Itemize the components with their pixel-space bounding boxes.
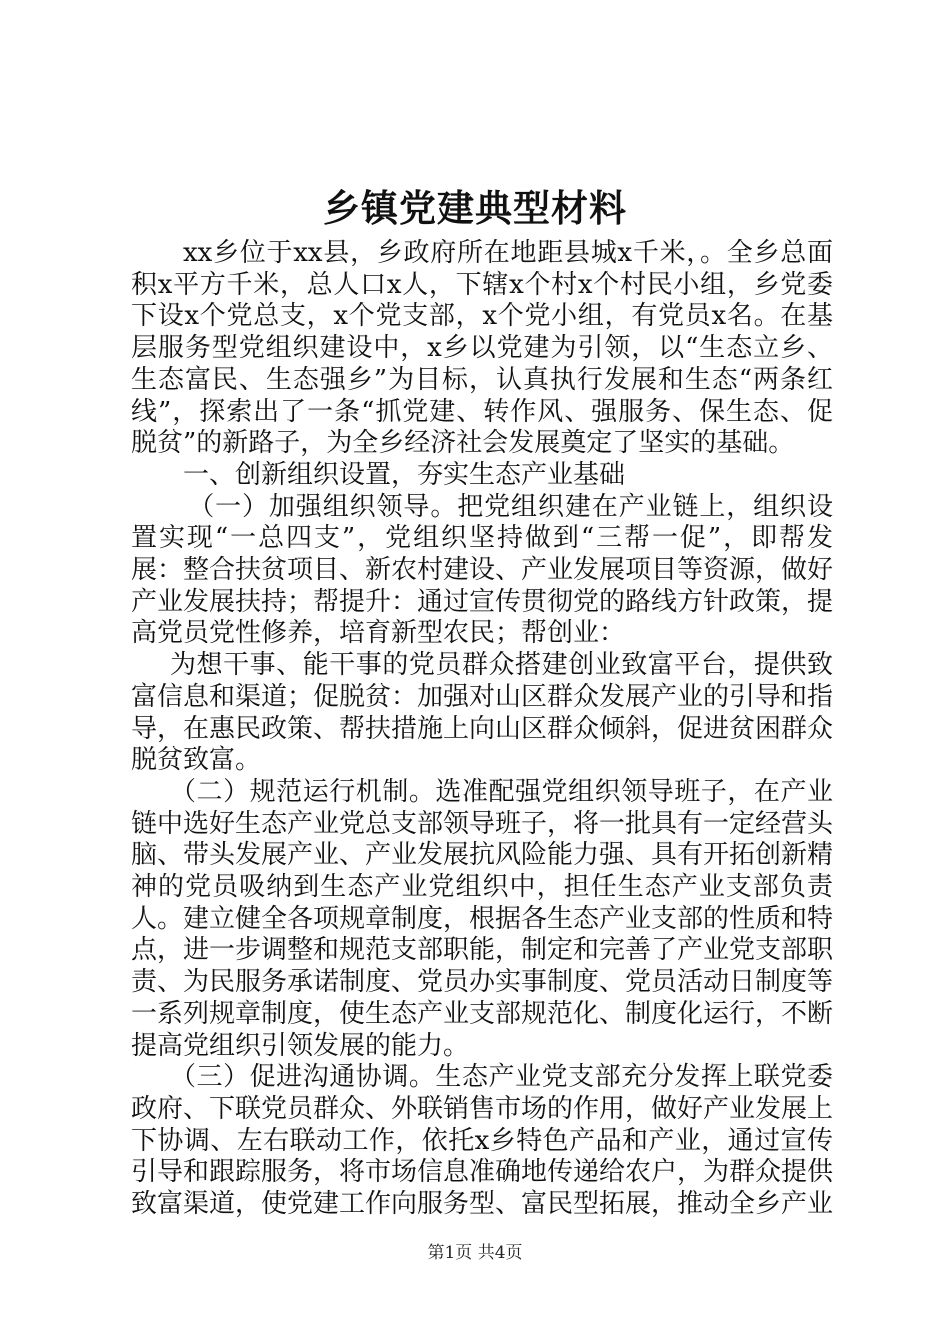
document-body <box>131 238 833 1221</box>
paragraph-section-1-1: （一）加强组织领导。把党组织建在产业链上，组织设置实现“一总四支”，党组织坚持做到“三帮一促”，即帮发展：整合扶贫项目、新农村建设、产业发展项目等资源，做好产业发展扶持；帮提升：通过宣传贯彻党的路线方针政策，提高党员党性修养，培育新型农民；帮创业： <box>131 491 834 649</box>
paragraph-section-1-2: （二）规范运行机制。选准配强党组织领导班子，在产业链中选好生态产业党总支部领导班子，将一批具有一定经营头脑、带头发展产业、产业发展抗风险能力强、具有开拓创新精神的党员吸纳到生态产业党组织中，担任生态产业支部负责人。建立健全各项规章制度，根据各生态产业支部的性质和特点，进一步调整和规范支部职能，制定和完善了产业党支部职责、为民服务承诺制度、党员办实事制度、党员活动日制度等一系列规章制度，使生态产业支部规范化、制度化运行，不断提高党组织引领发展的能力。 <box>131 776 834 1061</box>
page-footer: 第1页 共4页 <box>427 1243 523 1263</box>
document-title: 乡镇党建典型材料 <box>323 186 627 230</box>
paragraph-section-1-1-continued: 为想干事、能干事的党员群众搭建创业致富平台，提供致富信息和渠道；促脱贫：加强对山区群众发展产业的引导和指导，在惠民政策、帮扶措施上向山区群众倾斜，促进贫困群众脱贫致富。 <box>131 650 834 776</box>
section-heading-1: 一、创新组织设置，夯实生态产业基础 <box>183 459 626 490</box>
paragraph-intro: xx乡位于xx县，乡政府所在地距县城x千米，。全乡总面积x平方千米，总人口x人，下辖x个村x个村民小组，乡党委下设x个党总支，x个党支部，x个党小组，有党员x名。在基层服务型党组织建设中，x乡以党建为引领，以“生态立乡、生态富民、生态强乡”为目标，认真执行发展和生态“两条红线”，探索出了一条“抓党建、转作风、强服务、保生态、促脱贫”的新路子，为全乡经济社会发展奠定了坚实的基础。 <box>131 238 833 459</box>
paragraph-section-1-3: （三）促进沟通协调。生态产业党支部充分发挥上联党委政府、下联党员群众、外联销售市场的作用，做好产业发展上下协调、左右联动工作，依托x乡特色产品和产业，通过宣传引导和跟踪服务，将市场信息准确地传递给农户，为群众提供致富渠道，使党建工作向服务型、富民型拓展，推动全乡产业 <box>131 1062 834 1220</box>
